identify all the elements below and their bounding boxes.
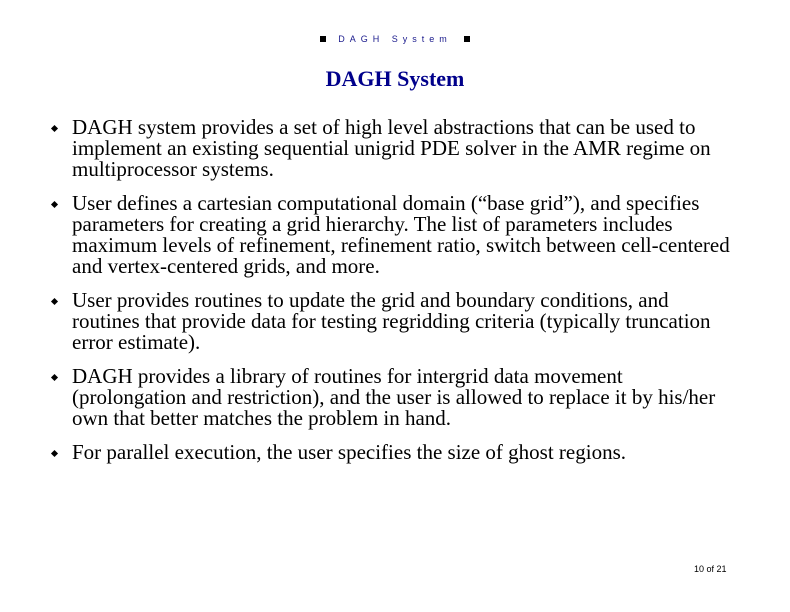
bullet-item: [0, 366, 737, 429]
bullet-item: [0, 290, 737, 353]
bullet-text: For parallel execution, the user specifies the size of ghost regions.: [72, 440, 626, 464]
bullet-icon: [51, 201, 58, 208]
bullet-text: DAGH system provides a set of high level abstractions that can be used to implement an existing sequential unigrid PDE solver in the AMR regime on multiprocessor systems.: [72, 115, 711, 181]
slide-title: DAGH System: [325, 66, 465, 91]
bullet-item: [0, 442, 737, 463]
page-number: 10 of 21: [694, 564, 727, 574]
bullet-icon: [51, 450, 58, 457]
bullet-text: DAGH provides a library of routines for intergrid data movement (prolongation and restriction), and the user is allowed to replace it by his/her own that better matches the problem in hand.: [72, 364, 716, 430]
bullet-icon: [51, 125, 58, 132]
square-bullet-icon: [464, 36, 470, 42]
square-bullet-icon: [320, 36, 326, 42]
slide-header: [0, 33, 790, 45]
bullet-list: [0, 117, 760, 476]
bullet-text: User defines a cartesian computational domain (“base grid”), and specifies parameters for creating a grid hierarchy. The list of parameters includes maximum levels of refinement, refinement ratio, switch between cell-centered and vertex-centered grids, and more.: [72, 191, 730, 278]
bullet-icon: [51, 374, 58, 381]
bullet-item: [0, 193, 737, 277]
bullet-item: [0, 117, 737, 180]
bullet-text: User provides routines to update the grid and boundary conditions, and routines that provide data for testing regridding criteria (typically truncation error estimate).: [72, 288, 711, 354]
bullet-icon: [51, 298, 58, 305]
header-title: DAGH System: [338, 34, 452, 44]
